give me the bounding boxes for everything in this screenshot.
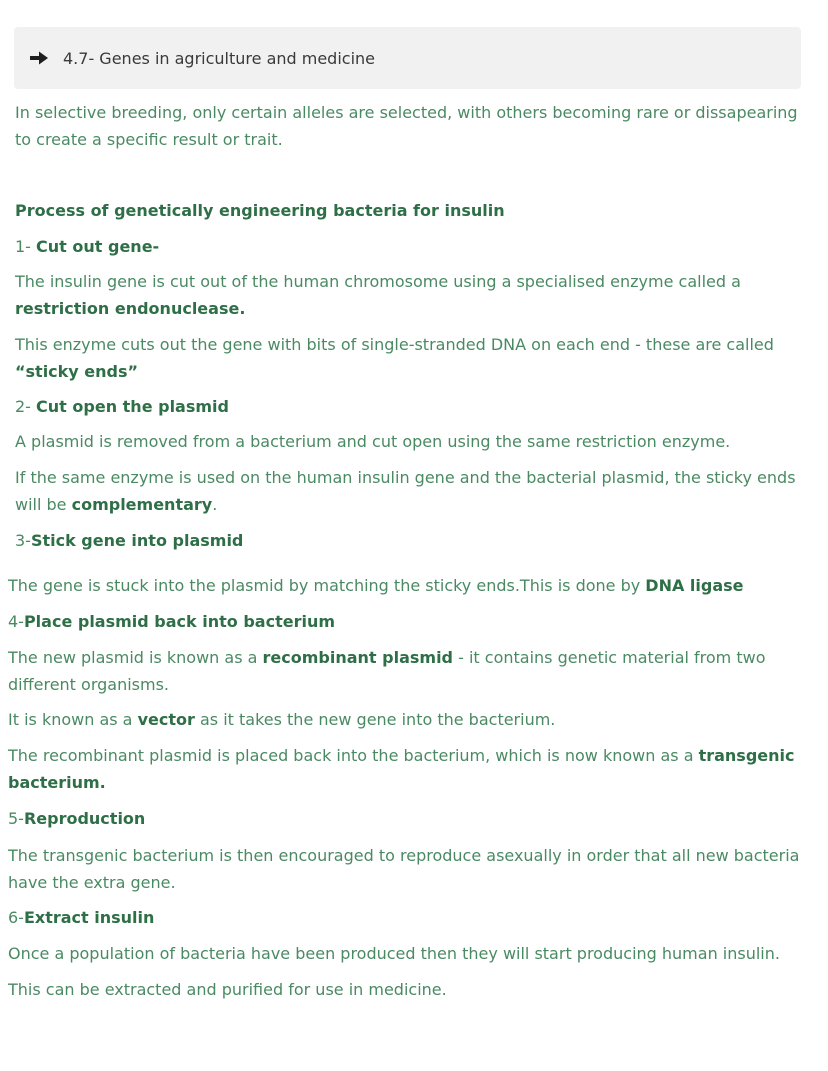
step-number: 3-: [15, 531, 31, 550]
arrow-right-icon: [29, 50, 49, 66]
step-2-paragraph-1: A plasmid is removed from a bacterium and cut open using the same restriction enzyme.: [15, 432, 731, 451]
step-number: 4-: [8, 612, 24, 631]
step-6-heading: [8, 904, 803, 931]
key-term: transgenic bacterium.: [8, 746, 795, 792]
step-number: 5-: [8, 809, 24, 828]
step-title: Cut open the plasmid: [36, 397, 229, 416]
paragraph-text: If the same enzyme is used on the human insulin gene and the bacterial plasmid, the sticky ends will be: [15, 468, 796, 514]
step-title: Reproduction: [23, 809, 146, 828]
key-term: complementary: [71, 495, 213, 514]
step-title: Stick gene into plasmid: [30, 531, 244, 550]
step-1-paragraph-1: [15, 268, 810, 322]
step-2-paragraph-2: [15, 464, 810, 518]
step-1-heading: [15, 233, 810, 260]
step-title: Cut out gene-: [36, 237, 160, 256]
section-header: [14, 27, 801, 89]
key-term: recombinant plasmid: [262, 648, 454, 667]
paragraph-text: The recombinant plasmid is placed back into the bacterium, which is now known as a: [8, 746, 699, 765]
step-6-paragraph-1: Once a population of bacteria have been produced then they will start producing human insulin.: [8, 944, 780, 963]
paragraph-text: This enzyme cuts out the gene with bits of single-stranded DNA on each end - these are called: [15, 335, 774, 354]
step-number: 6-: [8, 908, 24, 927]
paragraph-text: The insulin gene is cut out of the human chromosome using a specialised enzyme called a: [15, 272, 741, 291]
step-2-heading: [15, 393, 810, 420]
paragraph-text: It is known as a: [8, 710, 138, 729]
key-term: “sticky ends”: [15, 362, 139, 381]
step-5-paragraph-1: The transgenic bacterium is then encouraged to reproduce asexually in order that all new bacteria have the extra gene.: [8, 846, 800, 892]
step-title: Place plasmid back into bacterium: [23, 612, 336, 631]
step-number: 2-: [15, 397, 37, 416]
step-4-heading: [8, 608, 803, 635]
step-4-paragraph-3: [8, 742, 803, 796]
section-title: 4.7- Genes in agriculture and medicine: [63, 48, 376, 68]
key-term: vector: [137, 710, 195, 729]
paragraph-end: .: [212, 495, 218, 514]
step-4-paragraph-1: [8, 644, 803, 698]
step-1-paragraph-2: [15, 331, 810, 385]
paragraph-text: The new plasmid is known as a: [8, 648, 263, 667]
intro-paragraph: In selective breeding, only certain alleles are selected, with others becoming rare or dissapearing to create a specific result or trait.: [15, 103, 798, 149]
step-5-heading: [8, 805, 803, 832]
process-title: Process of genetically engineering bacteria for insulin: [15, 201, 505, 220]
step-4-paragraph-2: [8, 706, 803, 733]
paragraph-text: The gene is stuck into the plasmid by matching the sticky ends.This is done by: [8, 576, 646, 595]
step-3-paragraph-1: [8, 572, 803, 599]
step-3-heading: [15, 527, 810, 554]
step-title: Extract insulin: [23, 908, 155, 927]
step-6-paragraph-2: This can be extracted and purified for use in medicine.: [8, 980, 447, 999]
key-term: restriction endonuclease.: [15, 299, 246, 318]
paragraph-end: as it takes the new gene into the bacterium.: [194, 710, 556, 729]
step-number: 1-: [15, 237, 37, 256]
key-term: DNA ligase: [645, 576, 744, 595]
paragraph-end: - it contains genetic material from two different organisms.: [8, 648, 766, 694]
